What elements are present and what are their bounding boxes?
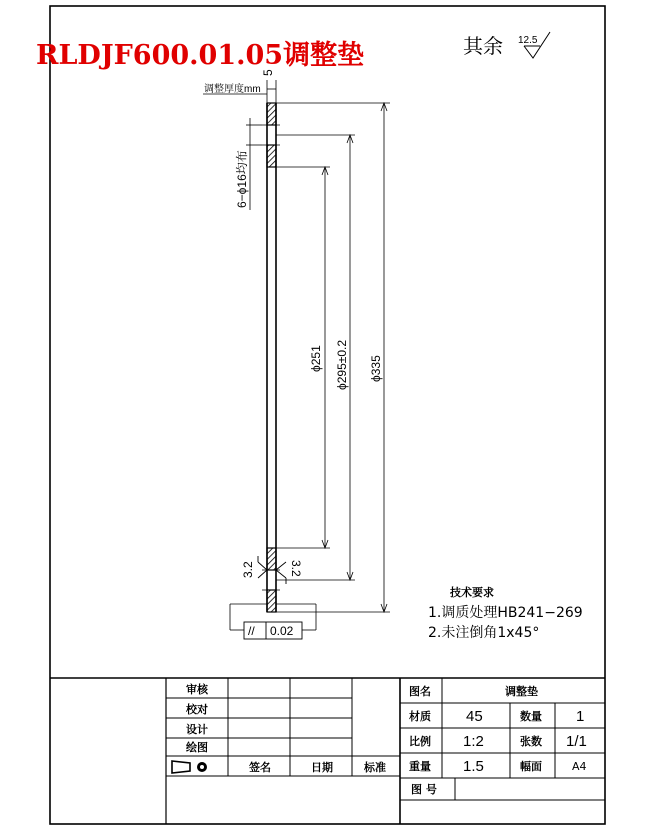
roughness-value: 12.5 [518,35,538,46]
roughness-block [463,32,550,58]
tb-material-label: 材质 [409,710,431,723]
tech-item-1: 1.调质处理HB241−269 [428,605,583,621]
tb-name-label: 图名 [409,685,431,698]
tech-item-2: 2.未注倒角1x45° [428,625,540,641]
tb-size-label: 幅面 [520,760,542,773]
surface-right-value: 3.2 [289,560,303,577]
hole-note: 6−ϕ16均布 [235,150,249,208]
tb-label-draw: 绘图 [186,741,208,754]
tech-requirements [428,585,583,641]
tb-label-sign: 签名 [249,761,271,774]
diameter-dimensions [276,103,390,612]
tolerance-symbol: // [248,624,255,638]
tb-label-date: 日期 [311,761,333,774]
section-bottom [267,548,276,570]
tb-label-check: 校对 [186,703,208,716]
tb-label-review: 审核 [186,683,208,696]
tb-material-value: 45 [466,708,483,725]
tb-size-value: A4 [572,760,587,773]
projection-symbol-icon [172,761,207,773]
thickness-dimension [203,69,276,103]
drawing-frame [50,6,605,824]
tech-heading: 技术要求 [450,586,494,599]
tb-weight-label: 重量 [409,760,431,773]
drawing-title: RLDJF600.01.05调整垫 [36,40,365,71]
dim-d-inner: ϕ251 [309,345,323,372]
tb-drawing-no-label: 图 号 [411,783,437,796]
surface-left-value: 3.2 [241,561,255,578]
title-block [50,678,605,824]
tb-sheets-value: 1/1 [566,733,587,750]
tb-label-std: 标准 [364,761,386,774]
section-top [267,103,276,125]
hole-dimension [234,118,262,210]
tb-scale-label: 比例 [409,735,431,748]
tb-weight-value: 1.5 [463,758,484,775]
tb-scale-value: 1:2 [463,733,484,750]
section-bottom2 [267,590,276,612]
section-top2 [267,145,276,167]
dim-d-outer: ϕ335 [369,355,383,382]
tb-qty-label: 数量 [520,710,542,723]
tb-qty-value: 1 [576,708,585,725]
thickness-value: 5 [261,69,275,76]
dim-d-mid: ϕ295±0.2 [335,339,349,390]
tb-name-value: 调整垫 [505,685,538,698]
tb-sheets-label: 张数 [520,735,542,748]
roughness-label: 其余 [463,34,503,58]
thickness-note: 调整厚度mm [204,84,261,95]
part-section [262,103,280,612]
tolerance-value: 0.02 [270,624,294,638]
tb-label-design: 设计 [186,723,208,736]
